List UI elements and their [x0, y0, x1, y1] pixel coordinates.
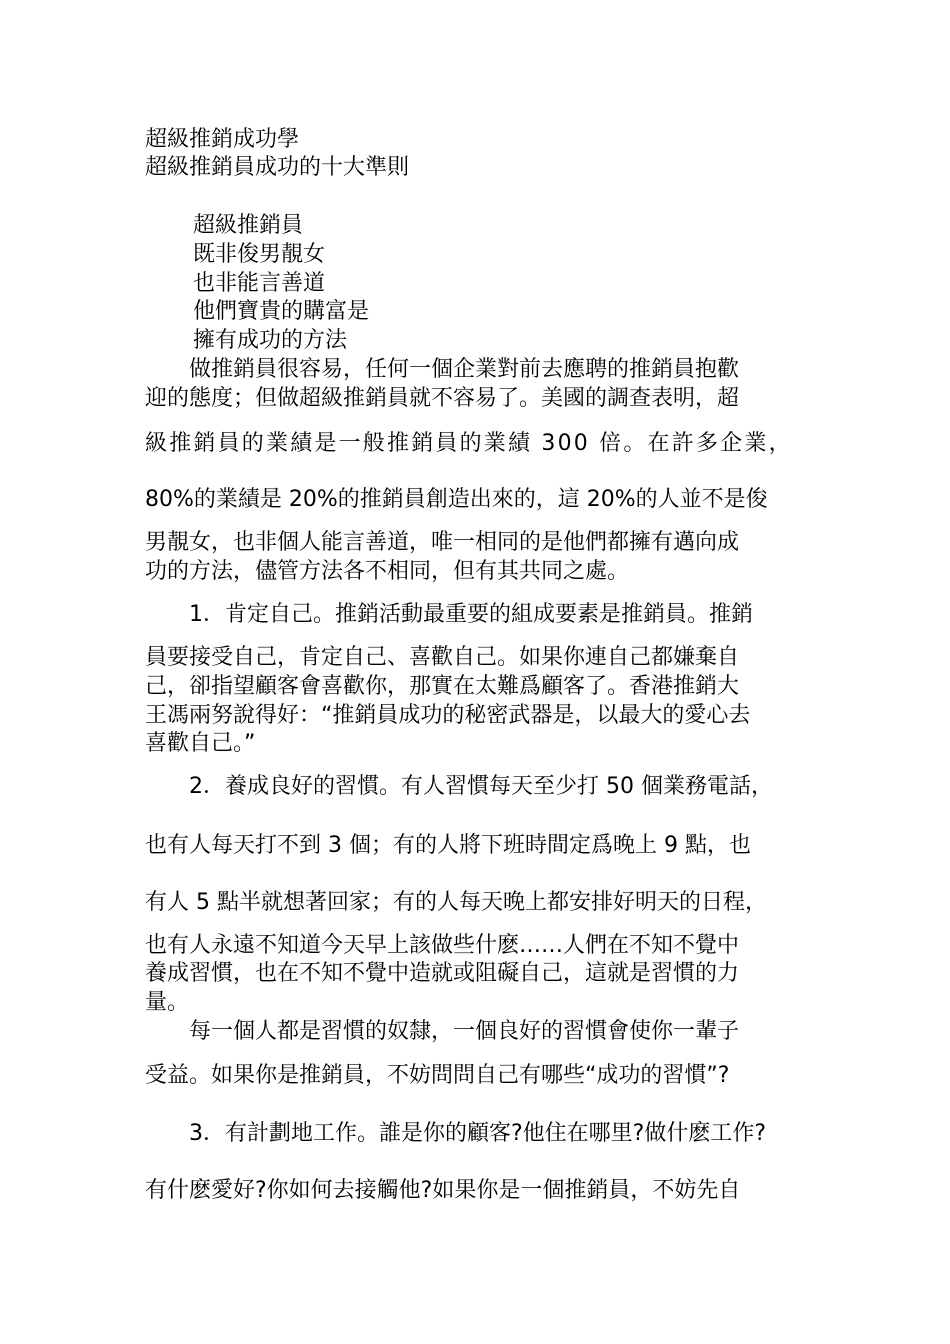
body-line: 也有人每天打不到 3 個；有的人將下班時間定爲晚上 9 點，也: [145, 833, 751, 858]
poem-line: 既非俊男靚女: [193, 242, 326, 267]
body-line: 量。: [145, 990, 190, 1015]
body-line: 級推銷員的業績是一般推銷員的業績 300 倍。在許多企業，: [145, 431, 793, 456]
body-line: 養成習慣，也在不知不覺中造就或阻礙自己，這就是習慣的力: [145, 961, 740, 986]
document-subtitle: 超級推銷員成功的十大準則: [145, 155, 410, 180]
poem-line: 他們寶貴的購富是: [193, 299, 370, 324]
body-line: 1．肯定自己。推銷活動最重要的組成要素是推銷員。推銷: [145, 602, 753, 627]
body-line: 迎的態度；但做超級推銷員就不容易了。美國的調查表明，超: [145, 386, 740, 411]
body-line: 每一個人都是習慣的奴隸，一個良好的習慣會使你一輩子: [145, 1019, 740, 1044]
poem-line: 也非能言善道: [193, 271, 326, 296]
body-line: 功的方法，儘管方法各不相同，但有其共同之處。: [145, 559, 630, 584]
body-line: 有什麽愛好?你如何去接觸他?如果你是一個推銷員，不妨先自: [145, 1178, 741, 1203]
body-line: 員要接受自己，肯定自己、喜歡自己。如果你連自己都嫌棄自: [145, 645, 740, 670]
body-line: 也有人永遠不知道今天早上該做些什麽……人們在不知不覺中: [145, 933, 740, 958]
body-line: 王馮兩努說得好：“推銷員成功的秘密武器是，以最大的愛心去: [145, 703, 751, 728]
poem-line: 超級推銷員: [193, 213, 304, 238]
poem-line: 擁有成功的方法: [193, 328, 348, 353]
body-line: 受益。如果你是推銷員，不妨問問自己有哪些“成功的習慣”?: [145, 1063, 730, 1088]
body-line: 男靚女，也非個人能言善道，唯一相同的是他們都擁有邁向成: [145, 530, 740, 555]
body-line: 3．有計劃地工作。誰是你的顧客?他住在哪里?做什麽工作?: [145, 1121, 767, 1146]
document-title: 超級推銷成功學: [145, 127, 300, 152]
body-line: 喜歡自己。”: [145, 731, 256, 756]
body-line: 2．養成良好的習慣。有人習慣每天至少打 50 個業務電話，: [145, 774, 773, 799]
body-line: 有人 5 點半就想著回家；有的人每天晚上都安排好明天的日程，: [145, 890, 767, 915]
body-line: 做推銷員很容易，任何一個企業對前去應聘的推銷員抱歡: [145, 357, 740, 382]
body-line: 80%的業績是 20%的推銷員創造出來的，這 20%的人並不是俊: [145, 487, 768, 512]
body-line: 己，卻指望顧客會喜歡你，那實在太難爲顧客了。香港推銷大: [145, 674, 740, 699]
